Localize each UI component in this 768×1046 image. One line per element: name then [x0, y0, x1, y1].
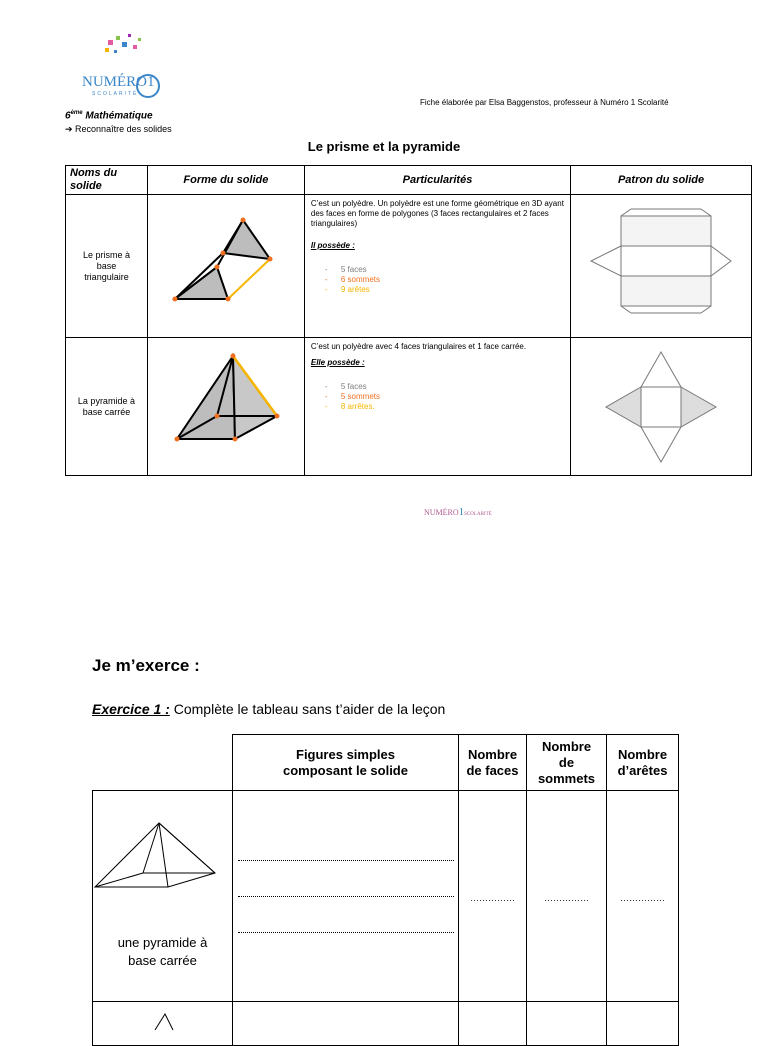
- edges-answer-dots[interactable]: ……………: [620, 892, 665, 903]
- author-credit: Fiche élaborée par Elsa Baggenstos, professeur à Numéro 1 Scolarité: [420, 98, 669, 107]
- exercise-1-text: Complète le tableau sans t’aider de la leçon: [173, 701, 446, 717]
- grade-subject: [65, 110, 153, 121]
- subject: Mathématique: [85, 110, 153, 122]
- vertices-count: 6 sommets: [340, 275, 380, 284]
- faces-item: - 5 faces: [324, 382, 367, 391]
- solid-shape-cell: [147, 338, 304, 476]
- col-header-name: Noms du solide: [66, 166, 148, 195]
- solid-name-text: La pyramide à base carrée: [77, 395, 135, 417]
- brand-prefix: NUMÉRO: [424, 508, 459, 517]
- exercise-1-instruction: [92, 701, 445, 717]
- lesson-title: Le prisme et la pyramide: [307, 139, 461, 154]
- faces-count: 5 faces: [340, 382, 367, 391]
- grade-suffix: ème: [70, 110, 83, 116]
- lesson-table: [65, 165, 752, 476]
- solid-shape-cell: [147, 195, 304, 338]
- col-header-shape: Forme du solide: [147, 166, 304, 195]
- solid-name-text: Le prisme à base triangulaire: [82, 249, 130, 282]
- exercise-header-row: [93, 735, 679, 791]
- square-pyramid-outline: [93, 791, 232, 931]
- exercise-heading: Je m’exerce :: [92, 656, 200, 675]
- faces-item: - 5 faces: [324, 265, 367, 274]
- exercise-table: [92, 734, 679, 1046]
- answer-line[interactable]: [238, 895, 454, 897]
- vertices-item: - 5 sommets: [324, 392, 380, 401]
- footer-brand: [424, 506, 492, 518]
- vertices-count: 5 sommets: [340, 392, 380, 401]
- vertices-answer-cell[interactable]: [527, 791, 607, 1002]
- brand-suffix: SCOLARITÉ: [464, 512, 492, 517]
- col-header-vertices: [527, 735, 607, 791]
- prism-net-figure: [586, 201, 736, 331]
- solid-name: [66, 338, 148, 476]
- solid-name: [66, 195, 148, 338]
- col-header-simple-figures-text: Figures simples composant le solide: [283, 746, 408, 778]
- square-pyramid-figure: [151, 342, 301, 472]
- faces-answer-dots[interactable]: ……………: [470, 892, 515, 903]
- grade-number: 6: [65, 110, 71, 122]
- logo-text: NUMÉRO1: [82, 74, 155, 90]
- edges-item: - 9 arêtes: [324, 285, 370, 294]
- possess-label: Elle possède :: [310, 358, 365, 367]
- vertices-answer-dots[interactable]: ……………: [544, 892, 589, 903]
- answer-line[interactable]: [238, 859, 454, 861]
- col-header-net: Patron du solide: [571, 166, 752, 195]
- numero1-logo: [78, 30, 163, 102]
- col-header-simple-figures: [233, 735, 459, 791]
- col-header-vertices-text: Nombre de sommets: [537, 738, 596, 786]
- faces-count: 5 faces: [340, 265, 367, 274]
- col-header-faces-text: Nombre de faces: [466, 746, 519, 778]
- col-header-features: Particularités: [304, 166, 570, 195]
- vertices-item: - 6 sommets: [324, 275, 380, 284]
- lesson-header-row: [66, 166, 752, 195]
- possess-label: Il possède :: [310, 241, 355, 250]
- features-description: C’est un polyèdre avec 4 faces triangulaires et 1 face carrée.: [310, 342, 527, 351]
- net-cell: [571, 195, 752, 338]
- next-solid-outline: [93, 1002, 232, 1042]
- features-cell: [304, 195, 570, 338]
- col-header-edges: [607, 735, 679, 791]
- col-header-faces: [459, 735, 527, 791]
- features-list: [311, 382, 564, 412]
- solid-label: une pyramide à base carrée: [117, 935, 208, 968]
- edges-item: - 8 arrêtes.: [324, 402, 375, 411]
- simple-figures-answer-cell: [233, 791, 459, 1002]
- answer-line[interactable]: [238, 931, 454, 933]
- features-cell: [304, 338, 570, 476]
- features-list: [311, 265, 564, 295]
- lesson-row-pyramid: [66, 338, 752, 476]
- empty-corner: [93, 735, 233, 791]
- objective: ➔ Reconnaître des solides: [65, 124, 172, 134]
- exercise-row-pyramid: [93, 791, 679, 1002]
- col-header-edges-text: Nombre d’arêtes: [617, 746, 668, 778]
- lesson-row-prism: [66, 195, 752, 338]
- net-cell: [571, 338, 752, 476]
- brand-one: 1: [458, 506, 465, 518]
- logo-subtext: SCOLARITÉ: [92, 91, 139, 97]
- features-description: C’est un polyèdre. Un polyèdre est une forme géométrique en 3D ayant des faces en forme de polygones (3 faces rectangulaires et 2 faces triangulaires): [310, 199, 564, 228]
- pyramid-net-figure: [586, 347, 736, 467]
- solid-cell: [93, 791, 233, 1002]
- exercise-1-label: Exercice 1 :: [92, 701, 170, 717]
- faces-answer-cell[interactable]: [459, 791, 527, 1002]
- edges-answer-cell[interactable]: [607, 791, 679, 1002]
- triangular-prism-figure: [151, 201, 301, 331]
- edges-count: 8 arrêtes.: [340, 402, 375, 411]
- edges-count: 9 arêtes: [340, 285, 370, 294]
